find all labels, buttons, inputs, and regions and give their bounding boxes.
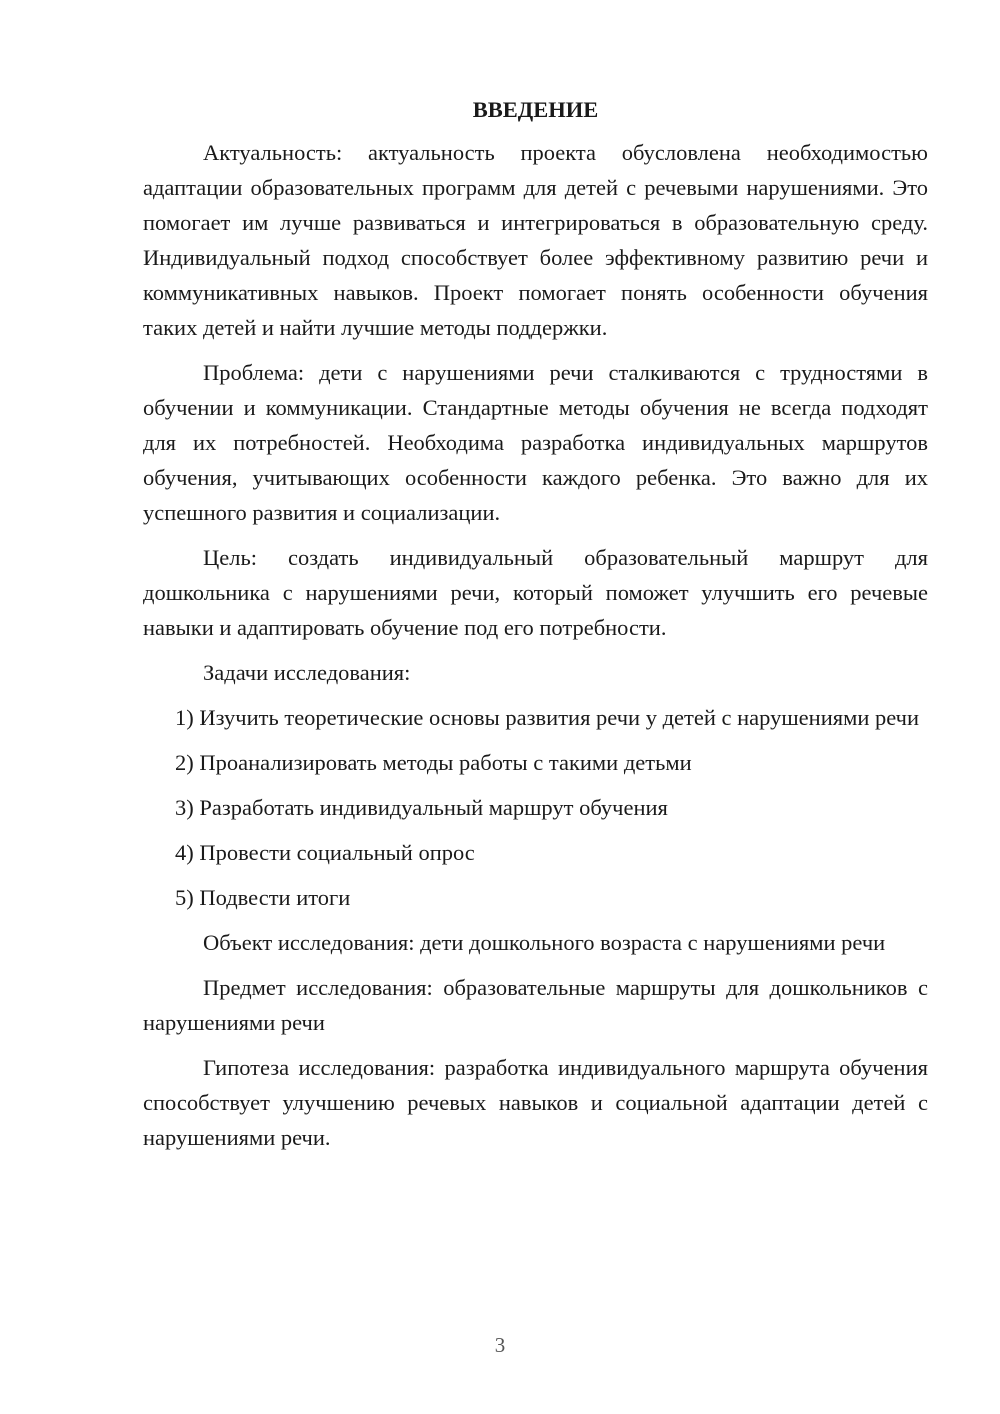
task-item: 4) Провести социальный опрос [175, 840, 475, 865]
task-item: 3) Разработать индивидуальный маршрут обучения [175, 795, 668, 820]
subject-paragraph: Предмет исследования: образовательные маршруты для дошкольников с нарушениями речи [143, 975, 928, 1035]
task-item: 1) Изучить теоретические основы развития речи у детей с нарушениями речи [175, 705, 920, 730]
page-number: 3 [494, 1333, 506, 1357]
object-paragraph: Объект исследования: дети дошкольного возраста с нарушениями речи [203, 930, 886, 955]
relevance-paragraph: Актуальность: актуальность проекта обусловлена необходимостью адаптации образовательных программ для детей с речевыми нарушениями. Это помогает им лучше развиваться и интегрироваться в образовательную среду. Индивидуальный подход способствует более эффективному развитию речи и коммуникативных навыков. Проект помогает понять особенности обучения таких детей и найти лучшие методы поддержки. [143, 140, 928, 340]
problem-paragraph: Проблема: дети с нарушениями речи сталкиваются с трудностями в обучении и коммуникации. Стандартные методы обучения не всегда подходят для их потребностей. Необходима разработка индивидуальных маршрутов обучения, учитывающих особенности каждого ребенка. Это важно для их успешного развития и социализации. [143, 360, 928, 525]
section-heading: ВВЕДЕНИЕ [472, 97, 599, 122]
tasks-title: Задачи исследования: [203, 660, 411, 685]
task-item: 5) Подвести итоги [175, 885, 351, 910]
goal-paragraph: Цель: создать индивидуальный образовательный маршрут для дошкольника с нарушениями речи, который поможет улучшить его речевые навыки и адаптировать обучение под его потребности. [143, 545, 928, 640]
document-page [143, 92, 928, 1165]
tasks-list [143, 700, 928, 915]
task-item: 2) Проанализировать методы работы с такими детьми [175, 750, 692, 775]
hypothesis-paragraph: Гипотеза исследования: разработка индивидуального маршрута обучения способствует улучшению речевых навыков и социальной адаптации детей с нарушениями речи. [143, 1055, 928, 1150]
